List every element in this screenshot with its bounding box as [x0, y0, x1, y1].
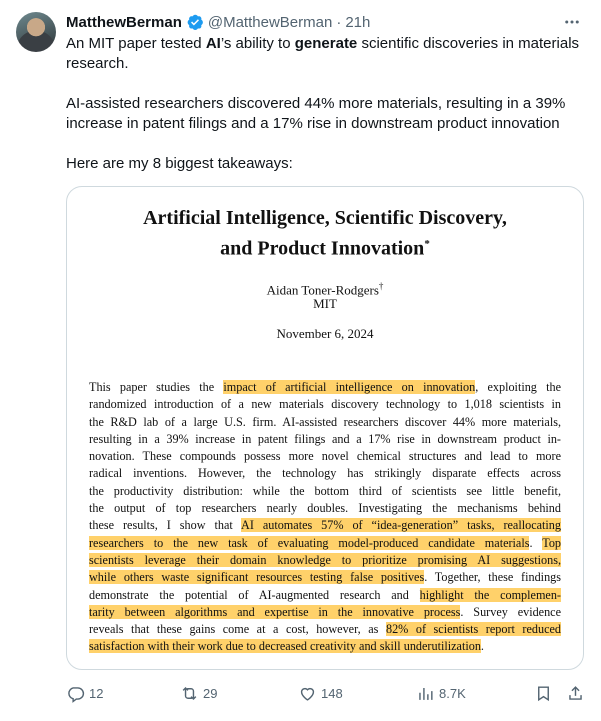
- highlighted-text: researchers to the new task of evaluating model-produced candidate materials: [89, 535, 530, 550]
- abstract-text: novation. These compounds possess more novel chemical structures and lead to more: [89, 449, 561, 464]
- views-icon: [416, 684, 435, 703]
- paper-date: November 6, 2024: [276, 326, 374, 341]
- abstract-line: [89, 414, 561, 431]
- abstract-line: [89, 569, 561, 586]
- tweet-paragraph-1: An MIT paper tested AI’s ability to generate scientific discoveries in materials research.: [66, 35, 580, 72]
- abstract-text: . Together, these findings: [424, 570, 561, 585]
- abstract-line: [89, 483, 561, 500]
- abstract-line: [89, 396, 561, 413]
- abstract-line: [89, 535, 561, 552]
- abstract-text: reveals that these gains come at a cost, however, as: [89, 622, 386, 637]
- view-count: 8.7K: [439, 685, 466, 701]
- highlighted-text: 82% of scientists report reduced: [385, 622, 561, 637]
- tweet-header: [66, 12, 370, 32]
- abstract-line: [89, 604, 561, 621]
- abstract-text: randomized introduction of a new materials discovery technology to 1,018 scientists in: [89, 397, 561, 412]
- abstract-line: [89, 587, 561, 604]
- abstract-line: [89, 552, 561, 569]
- tweet-paragraph-3: Here are my 8 biggest takeaways:: [66, 155, 293, 172]
- abstract-line: [89, 448, 561, 465]
- abstract-line: [89, 621, 561, 638]
- abstract-text: .: [529, 535, 543, 550]
- views-button[interactable]: [416, 684, 466, 703]
- paper-affiliation: MIT: [313, 296, 337, 311]
- like-count: 148: [321, 685, 343, 701]
- paper-author: Aidan Toner-Rodgers†: [266, 281, 384, 298]
- like-button[interactable]: [298, 684, 343, 703]
- highlighted-text: impact of artificial intelligence on innovation: [223, 380, 476, 394]
- tweet-text: [66, 34, 586, 174]
- verified-badge-icon: [186, 13, 204, 31]
- more-icon: [563, 13, 581, 31]
- abstract-line: [89, 500, 561, 517]
- abstract-text: the productivity distribution: while the bottom third of scientists see little benefit,: [89, 483, 561, 498]
- retweet-icon: [180, 684, 199, 703]
- abstract-line: [89, 431, 561, 448]
- highlighted-text: highlight the complemen-: [419, 587, 561, 602]
- reply-count: 12: [89, 685, 104, 701]
- highlighted-text: AI automates 57% of “idea-generation” tasks, reallocating: [241, 518, 561, 533]
- reply-button[interactable]: [66, 684, 103, 703]
- abstract-text: resulting in a 39% increase in patent filings and a 17% rise in downstream product in-: [89, 431, 561, 446]
- highlighted-text: satisfaction with their work due to decreased creativity and skill underutilization: [89, 639, 481, 654]
- abstract-text: the R&D lab of a large U.S. firm. AI-assisted researchers discover 44% more materials,: [89, 414, 561, 429]
- reply-icon: [66, 684, 85, 703]
- abstract-text: the output of top researchers nearly doubles. Investigating the mechanisms behind: [89, 501, 561, 516]
- abstract-line: [89, 638, 561, 655]
- display-name[interactable]: MatthewBerman: [66, 13, 182, 31]
- separator-dot: ·: [336, 13, 342, 31]
- tweet-paragraph-2: AI-assisted researchers discovered 44% more materials, resulting in a 39% increase in patent filings and a 17% rise in downstream product innovation: [66, 95, 566, 132]
- timestamp[interactable]: 21h: [345, 13, 371, 31]
- highlighted-text: tarity between algorithms and expertise in the innovative process: [89, 604, 461, 619]
- heart-icon: [298, 684, 317, 703]
- abstract-text: This paper studies the: [89, 380, 224, 394]
- avatar[interactable]: [16, 12, 56, 52]
- action-bar: [66, 681, 586, 705]
- abstract-text: , exploiting the: [475, 380, 562, 394]
- highlighted-text: scientists leverage their domain knowledge to prioritize promising AI suggestions,: [89, 552, 561, 567]
- abstract-line: [89, 517, 561, 534]
- share-icon: [566, 684, 585, 703]
- handle[interactable]: @MatthewBerman: [207, 13, 333, 31]
- bookmark-icon: [534, 684, 553, 703]
- abstract-text: these results, I show that: [89, 518, 242, 533]
- abstract-text: radical inventions. However, the technology has strikingly disparate effects across: [89, 466, 561, 481]
- abstract-text: . Survey evidence: [460, 604, 561, 619]
- abstract-text: demonstrate the potential of AI-augmented research and: [89, 587, 420, 602]
- paper-title: Artificial Intelligence, Scientific Discovery, and Product Innovation*: [143, 207, 507, 260]
- more-button[interactable]: [561, 12, 583, 32]
- highlighted-text: while others waste significant resources testing false positives: [89, 570, 425, 585]
- highlighted-text: Top: [542, 535, 562, 550]
- abstract-line: [89, 379, 561, 396]
- paper-abstract: [89, 379, 561, 656]
- retweet-count: 29: [203, 685, 218, 701]
- attached-image[interactable]: [66, 186, 584, 670]
- share-button[interactable]: [566, 684, 585, 703]
- retweet-button[interactable]: [180, 684, 217, 703]
- abstract-line: [89, 465, 561, 482]
- bookmark-button[interactable]: [534, 684, 553, 703]
- abstract-text: .: [480, 639, 484, 654]
- paper-page: [67, 187, 583, 669]
